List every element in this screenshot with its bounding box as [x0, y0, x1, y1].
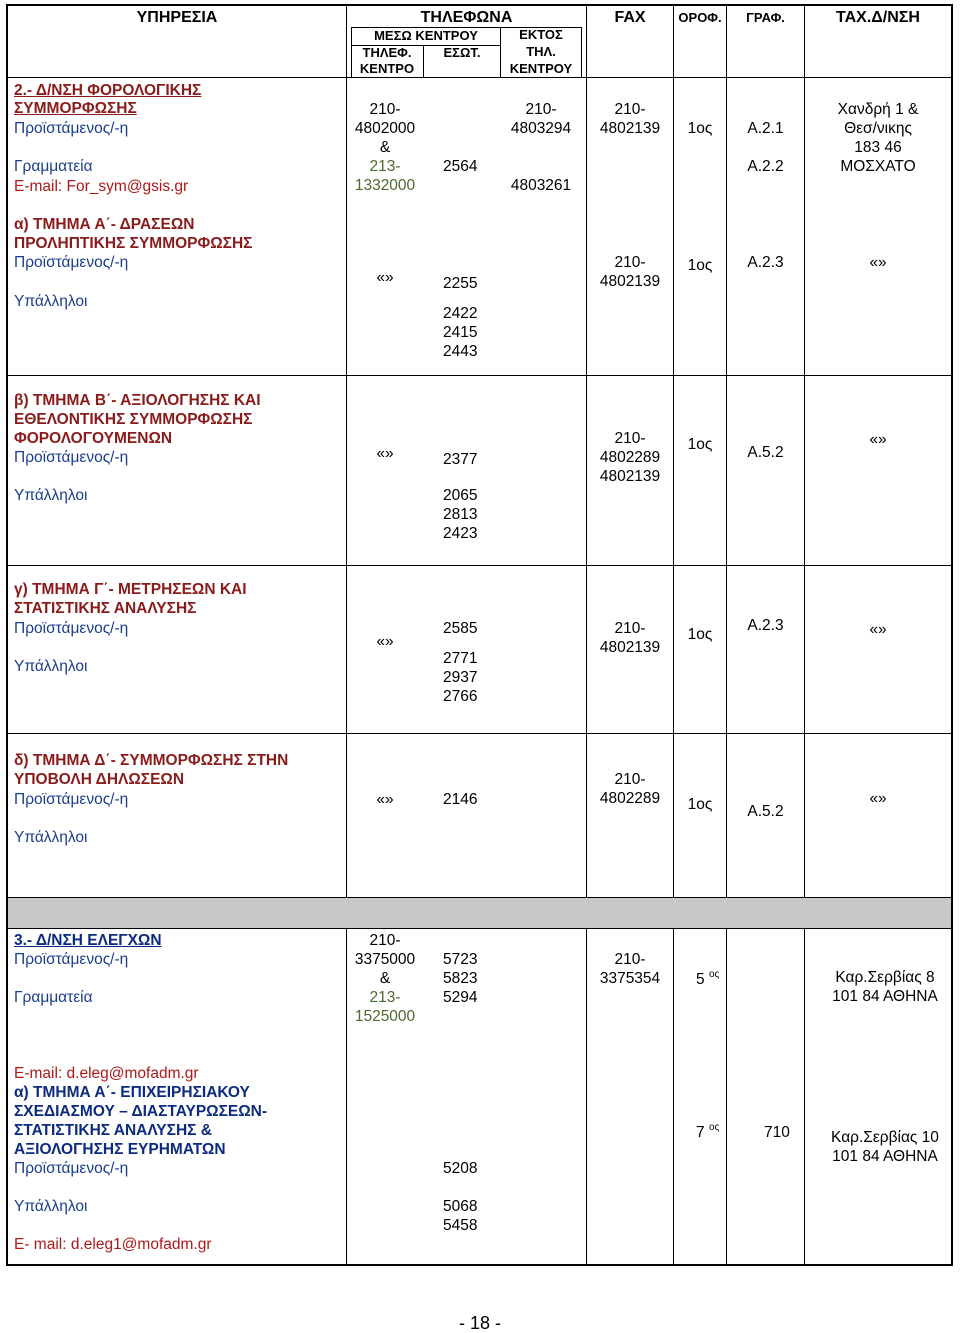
s2b-center: «»: [376, 445, 394, 462]
s2-center-5: 1332000: [354, 177, 416, 194]
s2c-head: Προϊστάμενος/-η: [14, 620, 129, 637]
header-phone-center-2: ΚΕΝΤΡΟ: [359, 61, 415, 76]
s2c-int-4: 2766: [443, 688, 478, 705]
s2d-office: Α.5.2: [747, 803, 784, 820]
s2-fax-1: 210-: [614, 101, 646, 118]
s3-floor-num: 5: [696, 971, 705, 988]
s2d-fax-2: 4802289: [599, 790, 661, 807]
header-office: ΓΡΑΦ.: [746, 10, 785, 25]
s2b-title-1: β) ΤΜΗΜΑ Β΄- ΑΞΙΟΛΟΓΗΣΗΣ ΚΑΙ: [14, 392, 261, 409]
s2a-floor: 1ος: [687, 257, 713, 274]
s2c-title-2: ΣΤΑΤΙΣΤΙΚΗΣ ΑΝΑΛΥΣΗΣ: [14, 600, 197, 617]
s3-secretariat: Γραμματεία: [14, 989, 93, 1006]
s2-outside-3: 4803261: [510, 177, 572, 194]
s3a-int-3: 5458: [443, 1217, 478, 1234]
header-internal: ΕΣΩΤ.: [443, 45, 481, 60]
s2b-int-4: 2423: [443, 525, 478, 542]
s3a-office: 710: [764, 1124, 790, 1141]
s3-email[interactable]: E-mail: d.eleg@mofadm.gr: [14, 1065, 199, 1082]
s2-secretariat: Γραμματεία: [14, 158, 93, 175]
s3a-address-2: 101 84 ΑΘΗΝΑ: [832, 1148, 938, 1165]
s2-title-2: ΣΥΜΜΟΡΦΩΣΗΣ: [14, 100, 137, 117]
s3-fax-2: 3375354: [599, 970, 661, 987]
s2-internal: 2564: [443, 158, 478, 175]
s2b-fax-1: 210-: [614, 430, 646, 447]
s2d-address: «»: [869, 790, 887, 807]
s2-outside-2: 4803294: [510, 120, 572, 137]
s3a-staff: Υπάλληλοι: [14, 1198, 88, 1215]
s2-floor: 1ος: [687, 120, 713, 137]
s2-address-3: 183 46: [854, 139, 902, 156]
s2c-int-1: 2585: [443, 620, 478, 637]
s2b-staff: Υπάλληλοι: [14, 487, 88, 504]
s2b-floor: 1ος: [687, 436, 713, 453]
s3a-int-1: 5208: [443, 1160, 478, 1177]
s3a-int-2: 5068: [443, 1198, 478, 1215]
s3-center-1: 210-: [369, 932, 401, 949]
s2-center-1: 210-: [369, 101, 401, 118]
s3-floor: [696, 970, 719, 989]
s2a-int-3: 2415: [443, 324, 478, 341]
s3a-floor: [696, 1123, 719, 1142]
s2a-head: Προϊστάμενος/-η: [14, 254, 129, 271]
s2a-center: «»: [376, 269, 394, 286]
s2b-office: Α.5.2: [747, 444, 784, 461]
s2-office-1: Α.2.1: [747, 120, 784, 137]
s2-fax-2: 4802139: [599, 120, 661, 137]
s3-int-3: 5294: [443, 989, 478, 1006]
s3a-title-2: ΣΧΕΔΙΑΣΜΟΥ – ΔΙΑΣΤΑΥΡΩΣΕΩΝ-: [14, 1103, 268, 1120]
header-outside-2: ΤΗΛ.: [526, 44, 556, 59]
s2c-int-2: 2771: [443, 650, 478, 667]
s2b-title-3: ΦΟΡΟΛΟΓΟΥΜΕΝΩΝ: [14, 430, 173, 447]
header-address: ΤΑΧ.Δ/ΝΣΗ: [836, 9, 920, 26]
s3-fax-1: 210-: [614, 951, 646, 968]
header-service: ΥΠΗΡΕΣΙΑ: [136, 9, 218, 26]
s2d-title-2: ΥΠΟΒΟΛΗ ΔΗΛΩΣΕΩΝ: [14, 771, 185, 788]
header-outside-3: ΚΕΝΤΡΟΥ: [509, 61, 573, 76]
s3-center-3: &: [379, 970, 391, 987]
s2-address-1: Χανδρή 1 &: [837, 101, 919, 118]
s2b-title-2: ΕΘΕΛΟΝΤΙΚΗΣ ΣΥΜΜΟΡΦΩΣΗΣ: [14, 411, 253, 428]
s3-int-1: 5723: [443, 951, 478, 968]
s3a-email[interactable]: E- mail: d.eleg1@mofadm.gr: [14, 1236, 212, 1253]
s2-head: Προϊστάμενος/-η: [14, 120, 129, 137]
s3a-title-4: ΑΞΙΟΛΟΓΗΣΗΣ ΕΥΡΗΜΑΤΩΝ: [14, 1141, 226, 1158]
header-phone-center-1: ΤΗΛΕΦ.: [362, 45, 412, 60]
s3a-title-3: ΣΤΑΤΙΣΤΙΚΗΣ ΑΝΑΛΥΣΗΣ &: [14, 1122, 212, 1139]
page-number: - 18 -: [458, 1313, 501, 1333]
s2a-int-4: 2443: [443, 343, 478, 360]
s2-email[interactable]: E-mail: For_sym@gsis.gr: [14, 178, 189, 195]
s2-address-4: ΜΟΣΧΑΤΟ: [840, 158, 916, 175]
s3-title: 3.- Δ/ΝΣΗ ΕΛΕΓΧΩΝ: [14, 932, 162, 949]
s2c-floor: 1ος: [687, 626, 713, 643]
s2a-staff: Υπάλληλοι: [14, 293, 88, 310]
s2d-center: «»: [376, 791, 394, 808]
s3-floor-sup: ος: [708, 969, 720, 980]
s2b-fax-2: 4802289: [599, 449, 661, 466]
s3a-floor-sup: ος: [708, 1122, 720, 1133]
header-fax: FAX: [614, 9, 646, 26]
s2a-fax-2: 4802139: [599, 273, 661, 290]
header-phones: ΤΗΛΕΦΩΝΑ: [420, 9, 513, 26]
s2c-int-3: 2937: [443, 669, 478, 686]
s3a-title-1: α) ΤΜΗΜΑ Α΄- ΕΠΙΧΕΙΡΗΣΙΑΚΟΥ: [14, 1084, 250, 1101]
s2d-title-1: δ) ΤΜΗΜΑ Δ΄- ΣΥΜΜΟΡΦΩΣΗΣ ΣΤΗΝ: [14, 752, 289, 769]
s3-center-4: 213-: [369, 989, 401, 1006]
s2-outside-1: 210-: [525, 101, 557, 118]
s2c-staff: Υπάλληλοι: [14, 658, 88, 675]
s2b-int-1: 2377: [443, 451, 478, 468]
header-floor: ΟΡΟΦ.: [678, 10, 722, 25]
s2d-floor: 1ος: [687, 796, 713, 813]
s2-center-4: 213-: [369, 158, 401, 175]
s3-center-5: 1525000: [354, 1008, 416, 1025]
s2c-title-1: γ) ΤΜΗΜΑ Γ΄- ΜΕΤΡΗΣΕΩΝ ΚΑΙ: [14, 581, 247, 598]
s3a-floor-num: 7: [696, 1124, 705, 1141]
s2c-center: «»: [376, 633, 394, 650]
s2-office-2: Α.2.2: [747, 158, 784, 175]
s3a-head: Προϊστάμενος/-η: [14, 1160, 129, 1177]
s2b-int-3: 2813: [443, 506, 478, 523]
s2d-staff: Υπάλληλοι: [14, 829, 88, 846]
s2d-fax-1: 210-: [614, 771, 646, 788]
s2c-fax-1: 210-: [614, 620, 646, 637]
s2-address-2: Θεσ/νικης: [844, 120, 912, 137]
s3-int-2: 5823: [443, 970, 478, 987]
s2a-address: «»: [869, 254, 887, 271]
s2d-int-1: 2146: [443, 791, 478, 808]
s3-address-2: 101 84 ΑΘΗΝΑ: [832, 988, 938, 1005]
s2a-office: Α.2.3: [747, 254, 784, 271]
header-via-center: ΜΕΣΩ ΚΕΝΤΡΟΥ: [374, 28, 478, 43]
s2-center-2: 4802000: [354, 120, 416, 137]
s3-head: Προϊστάμενος/-η: [14, 951, 129, 968]
s2b-address: «»: [869, 431, 887, 448]
s2a-fax-1: 210-: [614, 254, 646, 271]
s3-address-1: Καρ.Σερβίας 8: [835, 969, 935, 986]
s2b-fax-3: 4802139: [599, 468, 661, 485]
s2-title-1: 2.- Δ/ΝΣΗ ΦΟΡΟΛΟΓΙΚΗΣ: [14, 82, 202, 99]
header-outside-1: ΕΚΤΟΣ: [519, 27, 563, 42]
s2b-head: Προϊστάμενος/-η: [14, 449, 129, 466]
s2a-title-1: α) ΤΜΗΜΑ Α΄- ΔΡΑΣΕΩΝ: [14, 216, 195, 233]
s3-center-2: 3375000: [354, 951, 416, 968]
s2-center-3: &: [379, 139, 391, 156]
s2a-int-2: 2422: [443, 305, 478, 322]
s2b-int-2: 2065: [443, 487, 478, 504]
s2a-int-1: 2255: [443, 275, 478, 292]
s2c-address: «»: [869, 621, 887, 638]
s2c-fax-2: 4802139: [599, 639, 661, 656]
s2c-office: Α.2.3: [747, 617, 784, 634]
s3a-address-1: Καρ.Σερβίας 10: [831, 1129, 939, 1146]
s2a-title-2: ΠΡΟΛΗΠΤΙΚΗΣ ΣΥΜΜΟΡΦΩΣΗΣ: [14, 235, 253, 252]
s2d-head: Προϊστάμενος/-η: [14, 791, 129, 808]
